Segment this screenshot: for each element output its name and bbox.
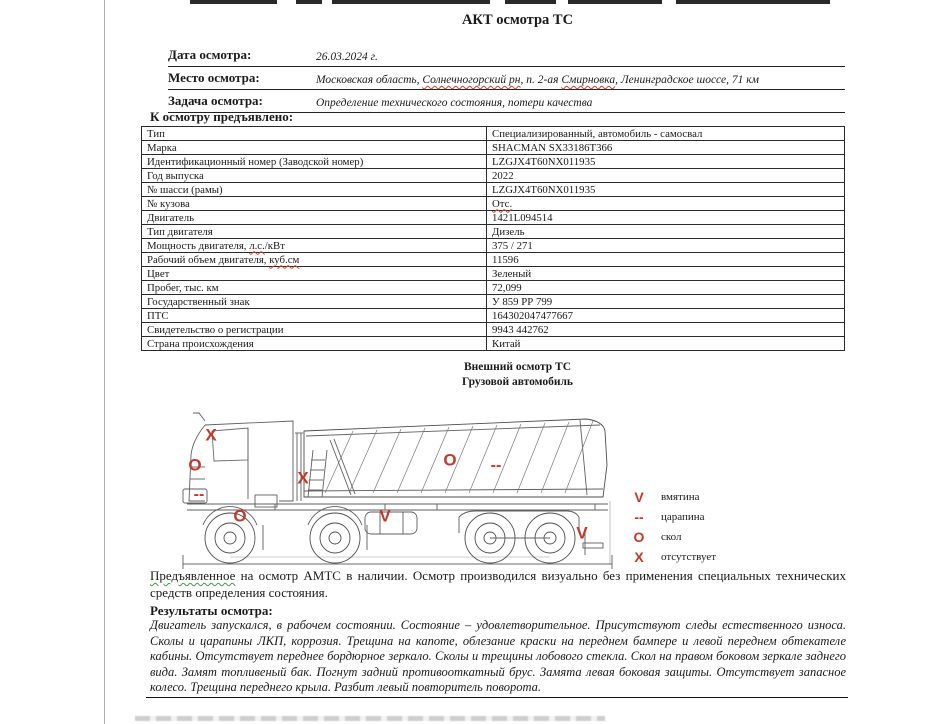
- cut-off-text-bottom: [135, 716, 605, 721]
- detail-label: № шасси (рамы): [142, 183, 487, 197]
- table-row: [142, 337, 845, 351]
- legend-symbol: V: [634, 489, 644, 505]
- detail-label: Год выпуска: [142, 169, 487, 183]
- meta-label: Дата осмотра:: [168, 44, 306, 67]
- damage-marker: --: [193, 486, 205, 503]
- exterior-heading-line1: Внешний осмотр ТС: [463, 361, 572, 373]
- table-row: [142, 239, 845, 253]
- damage-marker: O: [443, 450, 457, 470]
- detail-label: Марка: [142, 141, 487, 155]
- legend-label: отсутствует: [661, 551, 717, 563]
- detail-value: Дизель: [487, 225, 845, 239]
- table-row: [142, 169, 845, 183]
- table-row: [142, 281, 845, 295]
- detail-label: ПТС: [142, 309, 487, 323]
- detail-value: 2022: [487, 169, 845, 183]
- detail-value: 1421L094514: [487, 211, 845, 225]
- detail-value: LZGJX4T60NX011935: [487, 155, 845, 169]
- cut-off-text-top: [190, 0, 830, 4]
- damage-marker: X: [297, 468, 309, 488]
- table-row: [142, 323, 845, 337]
- detail-label: Свидетельство о регистрации: [142, 323, 487, 337]
- detail-label: Тип: [142, 127, 487, 141]
- damage-marker: X: [205, 425, 217, 445]
- results-text: Двигатель запускался, в рабочем состоянии. Состояние – удовлетворительное. Присутствуют следы естественного износа. Сколы и царапины ЛКП, коррозия. Трещина на капоте, облезание краски на переднем бампере и левой переднем обтекателе кабины. Отсутствует переднее бордюрное зеркало. Сколы и трещины лобового стекла. Скол на правом боковом зеркале заднего вида. Замят топливеный бак. Погнут задний противооткатный брус. Замята левая боковая защиты. Отсутствует запасное колесо. Трещина переднего крыла. Разбит левый повторитель поворота.: [150, 618, 846, 695]
- detail-label: Государственный знак: [142, 295, 487, 309]
- legend-label: царапина: [661, 511, 705, 523]
- detail-value: SHACMAN SX33186T366: [487, 141, 845, 155]
- detail-label: Мощность двигателя, л.с./кВт: [142, 239, 487, 253]
- detail-value: 11596: [487, 253, 845, 267]
- meta-value: Определение технического состояния, потери качества: [306, 90, 845, 113]
- meta-label: Задача осмотра:: [168, 90, 306, 113]
- detail-value: У 859 РР 799: [487, 295, 845, 309]
- detail-value: 72,099: [487, 281, 845, 295]
- section-end-line: [146, 697, 848, 698]
- damage-marker: O: [233, 506, 247, 526]
- results-section: [150, 618, 846, 696]
- damage-legend: [627, 487, 716, 567]
- detail-label: Цвет: [142, 267, 487, 281]
- detail-label: Двигатель: [142, 211, 487, 225]
- vehicle-details-table: [141, 126, 845, 351]
- detail-label: Идентификационный номер (Заводской номер): [142, 155, 487, 169]
- detail-value: LZGJX4T60NX011935: [487, 183, 845, 197]
- detail-label: Пробег, тыс. км: [142, 281, 487, 295]
- damage-marker: O: [188, 455, 202, 475]
- meta-label: Место осмотра:: [168, 67, 306, 90]
- table-row: [142, 211, 845, 225]
- truck-damage-diagram: [175, 405, 620, 573]
- detail-value: 9943 442762: [487, 323, 845, 337]
- results-heading: Результаты осмотра:: [150, 603, 273, 618]
- detail-label: Рабочий объем двигателя, куб.см: [142, 253, 487, 267]
- detail-value: Зеленый: [487, 267, 845, 281]
- table-row: [142, 225, 845, 239]
- table-row: [142, 141, 845, 155]
- detail-value: 164302047477667: [487, 309, 845, 323]
- page-margin-divider: [104, 0, 105, 724]
- legend-symbol: --: [634, 509, 644, 525]
- page-title: АКТ осмотра ТС: [461, 12, 574, 28]
- table-row: [142, 197, 845, 211]
- table-row: [142, 183, 845, 197]
- damage-marker: V: [576, 523, 588, 543]
- table-row: [142, 155, 845, 169]
- legend-item: [627, 547, 716, 567]
- legend-item: [627, 487, 716, 507]
- legend-item: [627, 507, 716, 527]
- meta-value: Московская область, Солнечногорский рн, п. 2-ая Смирновка, Ленинградское шоссе, 71 км: [306, 67, 845, 90]
- meta-table-row: [168, 67, 845, 90]
- meta-value: 26.03.2024 г.: [306, 44, 845, 67]
- meta-table-row: [168, 44, 845, 67]
- detail-label: Страна происхождения: [142, 337, 487, 351]
- detail-label: Тип двигателя: [142, 225, 487, 239]
- presence-paragraph: Предъявленное на осмотр АМТС в наличии. Осмотр производился визуально без применения специальных технических средств определения состояния.: [150, 568, 846, 600]
- legend-label: вмятина: [661, 491, 700, 503]
- table-row: [142, 267, 845, 281]
- detail-value: Специализированный, автомобиль - самосвал: [487, 127, 845, 141]
- presented-heading: К осмотру предъявлено:: [150, 109, 294, 124]
- inspection-meta-table: [168, 44, 845, 113]
- detail-value: 375 / 271: [487, 239, 845, 253]
- detail-value: Китай: [487, 337, 845, 351]
- legend-item: [627, 527, 716, 547]
- table-row: [142, 309, 845, 323]
- damage-marker: V: [379, 506, 391, 526]
- damage-marker: --: [490, 457, 502, 474]
- table-row: [142, 127, 845, 141]
- legend-label: скол: [661, 531, 682, 543]
- truck-side-drawing: [175, 405, 620, 573]
- legend-symbol: O: [633, 529, 645, 545]
- detail-value: Отс.: [487, 197, 845, 211]
- table-row: [142, 295, 845, 309]
- exterior-heading-line2: Грузовой автомобиль: [461, 375, 574, 388]
- table-row: [142, 253, 845, 267]
- detail-label: № кузова: [142, 197, 487, 211]
- legend-symbol: X: [634, 549, 644, 565]
- exterior-inspection-heading: [150, 360, 885, 390]
